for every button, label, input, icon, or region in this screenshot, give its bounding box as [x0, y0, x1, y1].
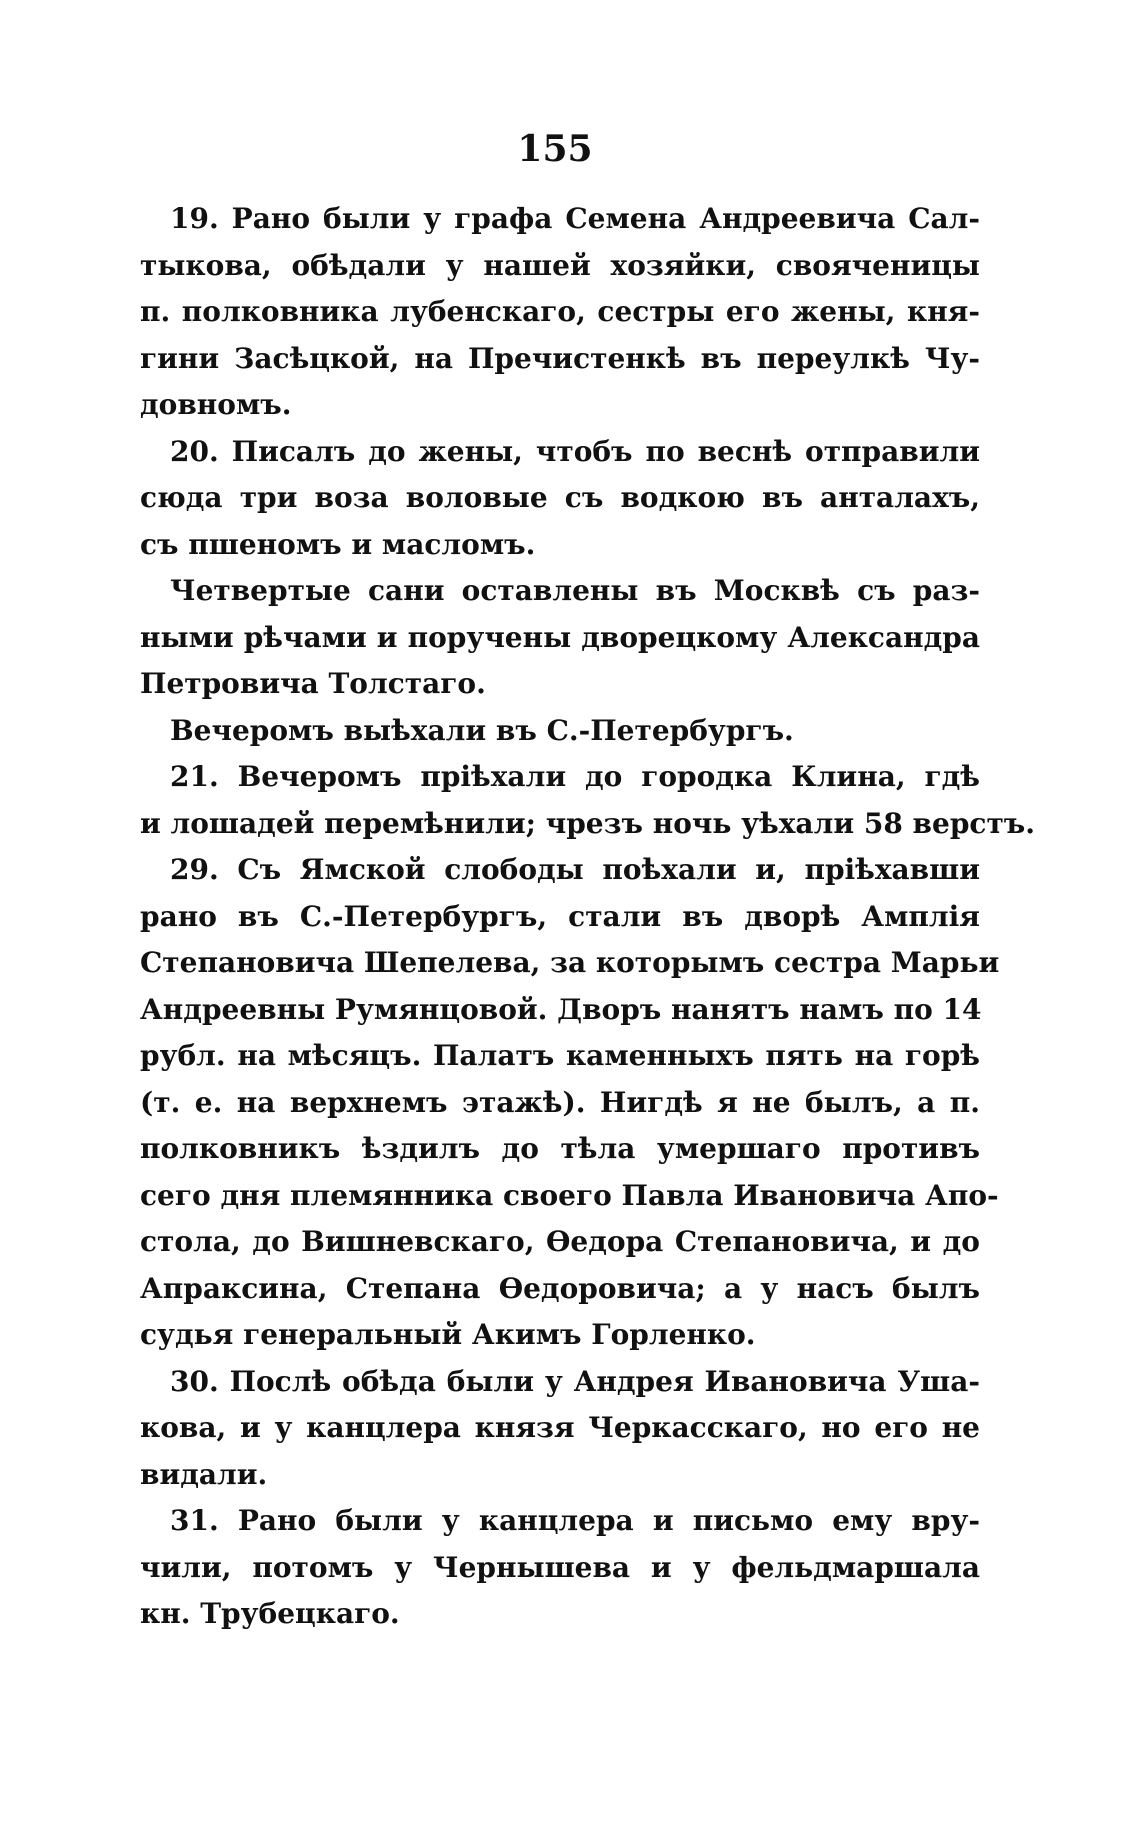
paragraph — [140, 568, 980, 708]
text-line: довномъ. — [140, 388, 292, 421]
text-line: гини Засѣцкой, на Пречистенкѣ въ переулкѣ Чу- — [140, 341, 980, 375]
text-line: кн. Трубецкаго. — [140, 1597, 400, 1630]
text-line: Степановича Шепелева, за которымъ сестра Марьи — [140, 946, 1000, 979]
text-line: 20. Писалъ до жены, чтобъ по веснѣ отправили — [170, 434, 980, 468]
text-line: Петровича Толстаго. — [140, 667, 486, 700]
text-line: тыкова, обѣдали у нашей хозяйки, свояченицы — [140, 248, 980, 282]
text-line: Вечеромъ выѣхали въ С.-Петербургъ. — [170, 713, 794, 747]
paragraph — [140, 847, 1000, 1359]
paragraph — [140, 1359, 980, 1499]
page-body-text — [140, 196, 1036, 1638]
text-line: чили, потомъ у Чернышева и у фельдмаршала — [140, 1550, 980, 1584]
text-line: 21. Вечеромъ пріѣхали до городка Клина, гдѣ — [170, 760, 980, 793]
text-line: Апраксина, Степана Ѳедоровича; а у насъ былъ — [140, 1271, 980, 1305]
text-line: 19. Рано были у графа Семена Андреевича Сал- — [170, 202, 980, 235]
text-line: полковникъ ѣздилъ до тѣла умершаго противъ — [140, 1132, 980, 1165]
text-line: 30. Послѣ обѣда были у Андрея Ивановича Уша- — [170, 1364, 980, 1398]
page-number: 155 — [517, 128, 593, 170]
text-line: судья генеральный Акимъ Горленко. — [140, 1318, 756, 1351]
paragraph — [140, 1498, 980, 1638]
text-line: Андреевны Румянцовой. Дворъ нанятъ намъ по 14 — [140, 992, 982, 1026]
text-line: съ пшеномъ и масломъ. — [140, 527, 536, 561]
text-line: (т. е. на верхнемъ этажѣ). Нигдѣ я не былъ, а п. — [140, 1085, 980, 1119]
text-line: видали. — [140, 1457, 268, 1491]
paragraph — [140, 429, 980, 569]
paragraph — [140, 754, 1036, 847]
text-line: сего дня племянника своего Павла Ивановича Апо- — [140, 1178, 999, 1212]
text-line: 29. Съ Ямской слободы поѣхали и, пріѣхавши — [170, 853, 980, 886]
text-line: п. полковника лубенскаго, сестры его жены, кня- — [140, 295, 980, 328]
text-line: ными рѣчами и поручены дворецкому Александра — [140, 620, 980, 654]
text-line: стола, до Вишневскаго, Ѳедора Степановича, и до — [140, 1225, 980, 1258]
text-line: 31. Рано были у канцлера и письмо ему вру- — [170, 1504, 980, 1537]
text-line: кова, и у канцлера князя Черкасскаго, но его не — [140, 1411, 980, 1444]
text-line: рубл. на мѣсяцъ. Палатъ каменныхъ пять на горѣ — [140, 1039, 980, 1072]
paragraph — [140, 196, 980, 429]
paragraph — [140, 708, 980, 755]
text-line: Четвертые сани оставлены въ Москвѣ съ раз- — [170, 574, 980, 607]
text-line: сюда три воза воловые съ водкою въ анталахъ, — [140, 481, 980, 514]
text-line: и лошадей перемѣнили; чрезъ ночь уѣхали 58 верстъ. — [140, 806, 1036, 840]
text-line: рано въ С.-Петербургъ, стали въ дворѣ Амплія — [140, 899, 980, 933]
